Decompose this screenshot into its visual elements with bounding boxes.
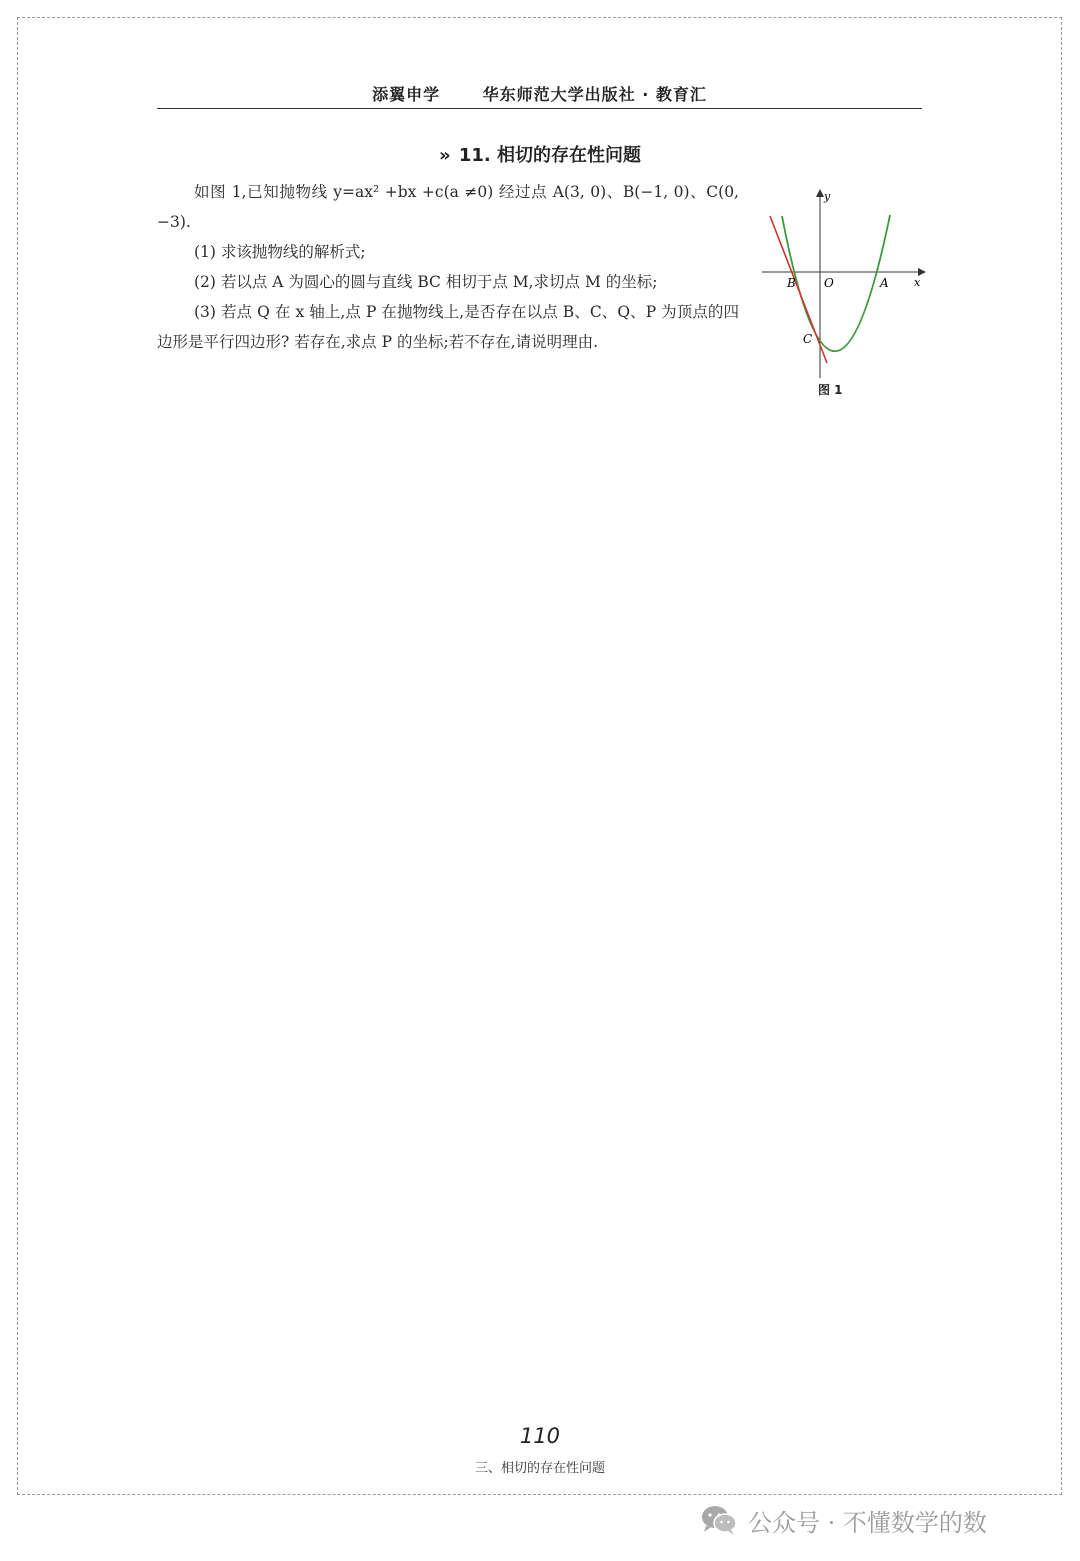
watermark	[700, 1500, 987, 1540]
label-o: O	[824, 276, 834, 290]
header-right: 华东师范大学出版社 · 教育汇	[482, 85, 707, 104]
chevron-icon: »	[438, 145, 451, 166]
label-a: A	[880, 276, 889, 290]
footer-section-title: 三、相切的存在性问题	[474, 1461, 605, 1476]
page-number: 110	[519, 1424, 561, 1448]
problem-title	[0, 141, 1080, 167]
page-header	[157, 82, 922, 109]
problem-body	[157, 177, 739, 357]
parabola-curve	[782, 215, 890, 351]
header-left: 添翼申学	[372, 85, 441, 104]
label-y: y	[824, 190, 831, 203]
question-1: (1) 求该抛物线的解析式;	[194, 243, 366, 261]
figure-1-graph	[760, 183, 930, 403]
problem-intro: 如图 1,已知抛物线 y=ax² +bx +c(a ≠0) 经过点 A(3, 0)、B(−1, 0)、C(0, −3).	[157, 183, 739, 231]
label-c: C	[803, 332, 813, 346]
question-2: (2) 若以点 A 为圆心的圆与直线 BC 相切于点 M,求切点 M 的坐标;	[194, 273, 658, 291]
watermark-text: 公众号 · 不懂数学的数	[748, 1508, 987, 1537]
question-3: (3) 若点 Q 在 x 轴上,点 P 在抛物线上,是否存在以点 B、C、Q、P 为顶点的四边形是平行四边形? 若存在,求点 P 的坐标;若不存在,请说明理由.	[157, 303, 739, 351]
label-b: B	[787, 276, 796, 290]
label-x: x	[914, 276, 921, 289]
problem-title-text: 11. 相切的存在性问题	[458, 145, 642, 166]
figure-caption: 图 1	[818, 383, 843, 397]
tangent-line-bc	[770, 216, 827, 363]
wechat-icon	[700, 1504, 738, 1536]
